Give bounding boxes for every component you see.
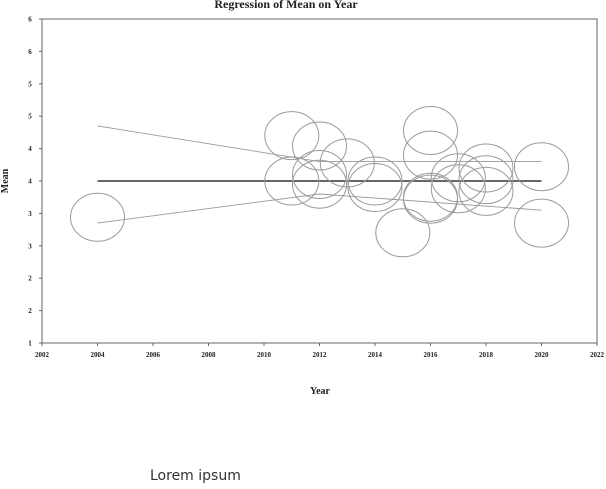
- y-tick-label: 4: [28, 177, 32, 186]
- x-tick-label: 2018: [479, 351, 493, 359]
- data-point: [404, 107, 458, 155]
- y-tick-label: 3: [28, 242, 32, 251]
- x-tick-label: 2010: [257, 351, 271, 359]
- data-point: [71, 193, 125, 241]
- x-tick-label: 2012: [312, 351, 327, 359]
- x-axis-ticks: [35, 343, 605, 359]
- data-point: [431, 165, 485, 213]
- data-point: [404, 175, 458, 223]
- y-tick-label: 4: [28, 145, 32, 154]
- y-tick-label: 6: [28, 47, 32, 56]
- data-point: [293, 151, 347, 199]
- data-point: [515, 143, 569, 191]
- x-tick-label: 2014: [368, 351, 382, 359]
- y-tick-label: 2: [28, 307, 32, 316]
- data-point: [265, 112, 319, 160]
- y-axis-label: Mean: [0, 168, 11, 194]
- data-point: [320, 139, 374, 187]
- x-tick-label: 2016: [423, 351, 438, 359]
- y-tick-label: 3: [28, 209, 32, 218]
- caption-text: Lorem ipsum: [150, 468, 241, 484]
- data-point: [459, 167, 513, 215]
- data-point: [459, 144, 513, 192]
- x-tick-label: 2020: [534, 351, 549, 359]
- x-tick-label: 2002: [35, 351, 49, 359]
- y-tick-label: 1: [28, 339, 32, 348]
- data-point: [293, 122, 347, 170]
- x-tick-label: 2008: [201, 351, 216, 359]
- x-tick-label: 2006: [146, 351, 160, 359]
- x-axis-label: Year: [310, 386, 330, 397]
- y-tick-label: 5: [28, 112, 32, 121]
- y-tick-label: 6: [28, 15, 32, 24]
- line-upper: [98, 126, 542, 162]
- x-tick-label: 2004: [90, 351, 105, 359]
- y-tick-label: 2: [28, 274, 32, 283]
- data-point: [459, 156, 513, 204]
- data-point: [348, 164, 402, 212]
- y-axis-ticks: [28, 16, 42, 348]
- y-tick-label: 5: [28, 80, 32, 89]
- x-tick-label: 2022: [590, 351, 604, 359]
- data-point: [515, 199, 569, 247]
- data-point: [376, 209, 430, 257]
- chart-title: Regression of Mean on Year: [214, 0, 358, 11]
- data-point: [293, 160, 347, 208]
